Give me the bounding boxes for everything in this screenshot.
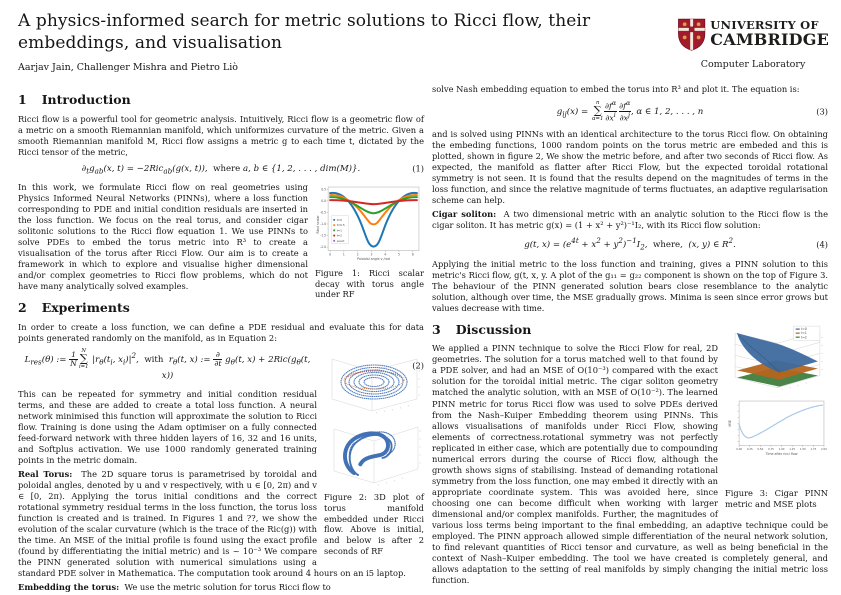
equation-2: $L_{res}(\theta)$ := $\frac{1}{N}$ N ∑ i=1 $|r_\theta(t_i$, $x_i)|^2$, with $r_\theta(t$, x) := $\frac{\partial}{\partial t}$ $g_\theta(t$, $x) + 2Ric(g_\theta(t$, x)) (2) [24,348,424,382]
experiments-paragraph-1: In order to create a loss function, we can define a PDE residual and evaluate this for data points generated randomly on the manifold, as in Equation 2: [18,321,424,343]
section-introduction: 1 Introduction [18,92,131,107]
figure-1 [315,184,424,300]
logo-cambridge: CAMBRIDGE [710,30,829,50]
left-column [18,84,424,595]
svg-text:0: 0 [329,252,332,257]
real-torus-label: Real Torus: [18,468,73,479]
fig3-surface-legend [794,326,820,340]
svg-text:0.00: 0.00 [736,448,743,452]
equation-3: $g_{ij}(x)$ = n ∑ α=1 $\frac{\partial f^\alpha}{\partial x^i}$ $\frac{\partial f^\alpha}{\partial x^j}$ , α ∈ 1, 2, . . . , n (3) [556,99,828,123]
section-discussion: 3 Discussion [432,321,532,337]
svg-text:3: 3 [370,252,373,257]
svg-text:1.25: 1.25 [789,448,796,452]
cigar-soliton-label: Cigar soliton: [432,209,497,220]
cigar-results-paragraph: Applying the initial metric to the loss function and training, gives a PINN solution to this metric's Ricci flow, g(t, x, y. A plot of the g₁₁ = g₂₂ component is shown on the top of Figure 3. The behaviour of the PINN generated solution bears close resemblance to the analytic solution, although over time, the MSE gradually grows. Minima is seen since error grows but values decrease with time. [432,258,828,313]
figure-2-bottom-plot [324,417,424,489]
embedding-paragraph: Embedding the torus: We use the metric solution for torus Ricci flow to [18,582,331,593]
svg-text:t=2: t=2 [336,233,342,238]
intro-paragraph-2: In this work, we formulate Ricci flow on real geometries using Physics Informed Neural Networks (PINNs), where a loss function corresponding to PDE and initial condition residuals are inserted in the loss function. We focus on the real torus, and consider cigar solitonic solutions to the Ricci flow equation 1. We use PINNs to solve PDEs to embed the torus metric into R³ to create a visualisation of the torus after Ricci Flow. Our aim is to create a framework in which to explore and visualise higher dimensional and/or complex geometries to Ricci flow problems, which do not have many analytically solved examples. [18,182,308,292]
title-block [18,11,673,73]
equation-4: g(t, $x) = (e^{4t} + x^2 + y^2)^{-1}I_2$, where, (x, y) ∈ $R^2$. (4) [524,236,828,253]
svg-text:1.75: 1.75 [810,448,817,452]
svg-text:2.00: 2.00 [821,448,827,452]
svg-text:0.5: 0.5 [321,187,327,192]
discussion-paragraph: We applied a PINN technique to solve the Ricci Flow for real, 2D geometries. The solution for a torus matched well to that found by a PDE solver, and had an MSE of O(10⁻³) compared with the exact solution for the toroidal initial metric. The cigar soliton geometry matched the analytic solution, with an MSE of O(10⁻²). The learned PINN metric for torus Ricci flow was used to solve PDEs derived from the Nash–Kuiper Embedding theorem using PINNs. This allows visualisations of manifolds under Ricci Flow, showing elements of correctness.rotational symmetry was not perfectly replicated in either case, which are potentially due to compounding numerical errors during the course of Ricci flow, although the growth shows signs of stabilising. Instead of demanding rotational symmetry from the loss function, one may embed it directly with an appropriate coordinate system. This was avoided here, since choosing one can become difficult when working with larger dimensional and/or complex manifolds. Further, the magnitudes of various loss terms being important to the final embedding, an adaptive technique could be employed. The PINN approach allowed simple differentiation of the neural network solution, to find relevant quantities of Ricci tensor and curvature, as well as being beneficial in the context of Nash–Kuiper embedding. The tool we have created is completely general, and allows adaptation to the setting of real manifolds by simply changing the initial metric loss function. [432,343,828,586]
logo-university-of: UNIVERSITY OF [710,18,819,33]
figure-2-caption: Figure 2: 3D plot of torus manifold embedded under Ricci flow. Above is initial, and below is after 2 seconds of RF [324,492,424,556]
svg-text:t=0: t=0 [336,217,342,222]
svg-text:-1.5: -1.5 [320,233,327,238]
figure-1-plot [315,184,424,265]
svg-text:t=1: t=1 [336,228,342,233]
svg-text:2: 2 [356,252,359,257]
figure-3-surface-plot [725,319,828,394]
svg-text:0.0: 0.0 [321,198,327,203]
svg-text:1.00: 1.00 [778,448,785,452]
right-column [432,84,828,589]
logo-subtitle: Computer Laboratory [700,59,806,70]
svg-text:t=2: t=2 [801,335,807,340]
real-torus-paragraph: Real Torus: The 2D square torus is parametrised by toroidal and poloidal angles, denoted by u and v respectively, with u ∈ [0, 2π) and v ∈ [0, 2π). Applying the torus initial conditions and the correct rotational symmetry residual terms in the loss function, the torus loss function is created and is trained. In Figures 1 and ??, we show the evolution of the scalar curvature (which is the trace of the Ric(g)) with the time. An MSE of the initial profile is found using the exact profile (found by differentiating the initial metric) and is ~ 10⁻³ We compare the PINN generated solution with numerical simulations using a standard PDE solver in Mathematica. The computation took around 4 hours on an i5 laptop. [18,468,406,579]
intro-paragraph-1: Ricci flow is a powerful tool for geometric analysis. Intuitively, Ricci flow is a geometric flow of a metric on a smooth Riemannian manifold, which uniformizes curvature of the metric. Given a smooth Riemannian manifold M, Ricci flow assigns a metric g to each time t, dictated by the Ricci tensor of the metric, [18,113,424,157]
page-title: A physics-informed search for metric solutions to Ricci flow, their embeddings, and visualisation [18,11,591,53]
section-experiments: 2 Experiments [18,300,130,316]
figure-3-caption: Figure 3: Cigar PINN metric and MSE plots [725,488,828,509]
cambridge-logo [677,13,829,70]
equation-2-number: (2) [412,360,424,371]
embedding-continued-paragraph: solve Nash embedding equation to embed the torus into R³ and plot it. The equation is: [432,84,800,94]
svg-text:-1.0: -1.0 [320,221,327,226]
experiments-paragraph-2: This can be repeated for symmetry and initial condition residual terms, and these are added to create a total loss function. A neural network minimised this function will approximate the solution to Ricci flow. Training is done using the Adam optimiser on a fully connected feed-forward network with three hidden layers of 16, 32 and 16 units, and Softplus activation. We use 1000 randomly generated training points in the metric domain. [18,388,317,465]
embedding-results-paragraph: and is solved using PINNs with an identical architecture to the torus Ricci flow. On obtaining the embeding functions, 1000 random points on the torus metric are embeded and this is plotted, shown in figure 2, We show the metric before, and after two seconds of Ricci flow. As expected, the manifold as flatter after Ricci Flow, but the expected toroidal rotational symmetry is not seen. It is found that the results depend on the magnitudes of terms in the loss function, and since the relative magnitude of terms fluctuates, an adaptive regularisation scheme can help. [432,129,828,206]
fig1-legend [332,216,349,244]
svg-text:-2.0: -2.0 [320,245,327,250]
equation-3-number: (3) [816,106,828,117]
svg-text:t=1: t=1 [801,330,807,335]
fig3-mse-ylabel: MSE [728,420,733,427]
embedding-label: Embedding the torus: [18,582,120,593]
equation-4-number: (4) [816,239,828,249]
equation-1: $\partial_tg_{ab}(x$, t) = −2Ric$_{ab}$(g(x, t)), where a, b ∈ {1, 2, . . . , dim(M)}. (1) [81,163,424,176]
fig1-ylabel: Ricci scalar [316,215,321,234]
figure-3 [725,319,828,510]
figure-3-mse-plot [725,397,828,462]
svg-text:-0.5: -0.5 [320,210,327,215]
svg-text:1: 1 [342,252,345,257]
svg-text:0.50: 0.50 [757,448,764,452]
equation-1-number: (1) [412,163,424,174]
svg-text:t=0.5: t=0.5 [336,223,345,228]
svg-text:4: 4 [384,252,387,257]
fig1-xlabel: Poloidal angle v /rad [357,257,390,262]
cigar-soliton-paragraph: Cigar soliton: A two dimensional metric with an analytic solution to the Ricci flow is the cigar soliton. It has metric g(x) = (1 + x² + y²)⁻¹I₂, with its Ricci flow solution: [432,209,828,231]
svg-text:t=0: t=0 [801,326,807,331]
svg-text:0.75: 0.75 [768,448,774,452]
svg-text:0.25: 0.25 [746,448,753,452]
svg-text:1.50: 1.50 [799,448,806,452]
svg-text:6: 6 [411,252,414,257]
cambridge-shield-icon [677,13,706,56]
svg-text:exact: exact [336,238,345,243]
figure-1-caption: Figure 1: Ricci scalar decay with torus angle under RF [315,267,424,300]
svg-text:5: 5 [398,252,400,257]
fig3-mse-xlabel: Time after ricci flow [765,452,798,457]
authors: Aarjav Jain, Challenger Mishra and Pietro Liò [18,61,238,73]
